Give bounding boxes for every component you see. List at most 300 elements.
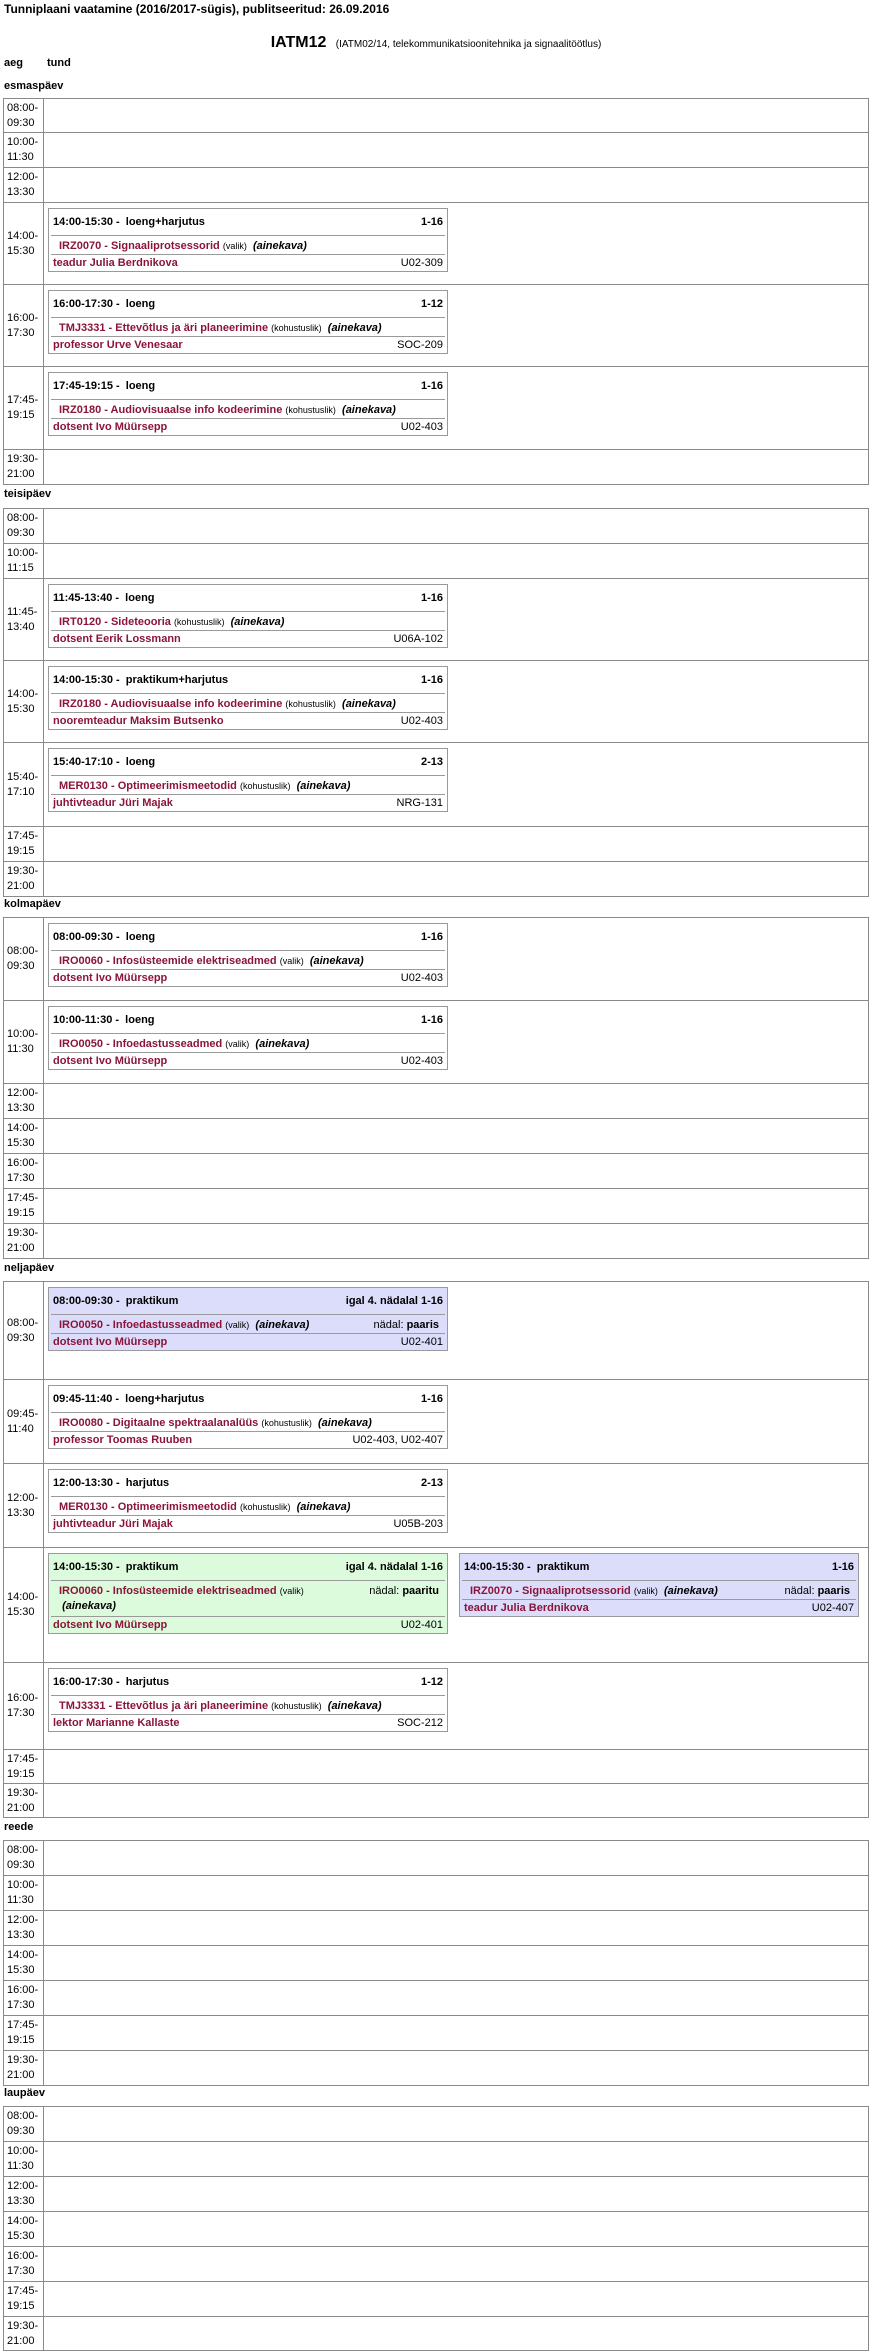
course-info xyxy=(59,1500,350,1513)
lesson-weeks: 1-16 xyxy=(420,216,443,228)
slot-time-text: 16:00- 17:30 xyxy=(7,2250,39,2277)
slot-time-text: 12:00- 13:30 xyxy=(7,1491,39,1519)
time-slot-row xyxy=(3,1118,869,1154)
time-slot-row xyxy=(3,1840,869,1876)
course-info xyxy=(59,697,396,710)
lesson-header xyxy=(53,298,443,310)
lesson-time: 14:00-15:30 xyxy=(53,1561,113,1573)
slot-time xyxy=(4,2247,44,2281)
teacher-link[interactable]: lektor Marianne Kallaste xyxy=(53,1717,180,1729)
slot-time xyxy=(4,2107,44,2141)
lesson-course-row xyxy=(51,1412,445,1432)
slot-time-text: 17:45- 19:15 xyxy=(7,2285,39,2312)
lesson-course-row xyxy=(51,1033,445,1053)
lesson-course-row xyxy=(51,235,445,255)
lesson-type: praktikum xyxy=(536,1561,590,1573)
syllabus-link[interactable]: (ainekava) xyxy=(296,780,351,792)
course-info xyxy=(59,779,350,792)
lesson-footer xyxy=(53,972,443,984)
slot-time-text: 08:00- 09:30 xyxy=(7,101,39,129)
room: U02-401 xyxy=(400,1336,443,1348)
lesson-type: praktikum xyxy=(125,1561,179,1573)
group-description: (IATM02/14, telekommunikatsioonitehnika ja signaalitöötlus) xyxy=(335,39,602,50)
slot-time xyxy=(4,168,44,202)
time-slot-row xyxy=(3,2316,869,2351)
time-slot-row xyxy=(3,1083,869,1119)
slot-time xyxy=(4,2317,44,2350)
lesson-course-row xyxy=(51,693,445,713)
slot-time-text: 17:45- 19:15 xyxy=(7,830,39,857)
syllabus-link[interactable]: (ainekava) xyxy=(342,698,396,710)
lesson-course-row xyxy=(51,775,445,795)
time-slot-row xyxy=(3,1945,869,1981)
time-slot-row xyxy=(3,826,869,862)
course-link[interactable]: IRO0060 - Infosüsteemide elektriseadmed xyxy=(59,955,277,967)
time-slot-row xyxy=(3,861,869,897)
course-link[interactable]: IRO0050 - Infoedastusseadmed xyxy=(59,1038,223,1050)
lesson-separator: - xyxy=(112,1561,126,1573)
lesson-weeks: 1-12 xyxy=(420,298,443,310)
lesson-type: loeng xyxy=(125,931,156,943)
lesson-separator: - xyxy=(112,1393,126,1405)
slot-time-text: 10:00- 11:30 xyxy=(7,136,39,163)
lesson-time-type xyxy=(53,1676,169,1688)
time-slot-row xyxy=(3,1980,869,2016)
week-parity xyxy=(785,1584,850,1597)
lesson-column-header: tund xyxy=(47,57,71,69)
teacher-link[interactable]: teadur Julia Berdnikova xyxy=(53,257,178,269)
slot-time-text: 12:00- 13:30 xyxy=(7,2180,39,2207)
slot-time xyxy=(4,1548,44,1662)
slot-time xyxy=(4,579,44,660)
group-title xyxy=(0,34,872,52)
lesson-time-type xyxy=(53,1477,169,1489)
slot-time xyxy=(4,1189,44,1223)
lesson-time-type xyxy=(53,216,205,228)
teacher-link[interactable]: dotsent Eerik Lossmann xyxy=(53,633,181,645)
syllabus-link[interactable]: (ainekava) xyxy=(663,1585,718,1597)
day-label: teisipäev xyxy=(4,488,52,500)
course-info xyxy=(59,615,284,628)
slot-time-text: 16:00- 17:30 xyxy=(7,1692,39,1719)
lesson-type: praktikum+harjutus xyxy=(125,674,229,686)
slot-time-text: 14:00- 15:30 xyxy=(7,1122,39,1149)
lesson-course-row xyxy=(51,1580,445,1617)
lesson-separator: - xyxy=(112,1014,126,1026)
slot-time-text: 12:00- 13:30 xyxy=(7,1087,39,1114)
slot-time-text: 17:45- 19:15 xyxy=(7,394,39,421)
time-slot-row xyxy=(3,2106,869,2142)
syllabus-link[interactable]: (ainekava) xyxy=(62,1600,116,1612)
course-info xyxy=(59,954,364,967)
time-slot-row xyxy=(3,1223,869,1259)
teacher-link[interactable]: juhtivteadur Jüri Majak xyxy=(53,1518,173,1530)
teacher-link[interactable]: teadur Julia Berdnikova xyxy=(464,1602,589,1614)
slot-time xyxy=(4,1282,44,1379)
slot-time-text: 19:30- 21:00 xyxy=(7,1227,39,1254)
week-parity-label: nädal: xyxy=(784,1585,815,1597)
slot-time-text: 19:30- 21:00 xyxy=(7,2054,39,2081)
course-info xyxy=(59,1318,309,1331)
course-info xyxy=(59,1037,309,1050)
lesson-header xyxy=(53,674,443,686)
slot-time-text: 14:00- 15:30 xyxy=(7,1591,39,1618)
course-link[interactable]: TMJ3331 - Ettevõtlus ja äri planeerimine xyxy=(59,322,269,334)
time-slot-row xyxy=(3,2050,869,2086)
lesson-course-row xyxy=(51,950,445,970)
course-link[interactable]: IRZ0070 - Signaaliprotsessorid xyxy=(470,1585,631,1597)
course-kind: (valik) xyxy=(225,1320,250,1330)
lesson-footer xyxy=(53,1518,443,1530)
time-slot-row xyxy=(3,1875,869,1911)
slot-time xyxy=(4,544,44,578)
slot-time xyxy=(4,1084,44,1118)
time-column-header: aeg xyxy=(4,57,23,69)
lesson-weeks: 1-16 xyxy=(420,592,443,604)
lesson-card[interactable] xyxy=(48,1287,448,1351)
syllabus-link[interactable]: (ainekava) xyxy=(342,404,396,416)
syllabus-link[interactable]: (ainekava) xyxy=(309,955,364,967)
lesson-weeks: 1-16 xyxy=(831,1561,854,1573)
slot-time xyxy=(4,661,44,742)
week-parity-value: paaris xyxy=(817,1585,850,1597)
lesson-time-type xyxy=(53,592,155,604)
course-info xyxy=(470,1584,718,1597)
lesson-card[interactable] xyxy=(48,1385,448,1449)
slot-time-text: 08:00- 09:30 xyxy=(7,945,39,972)
slot-time xyxy=(4,99,44,132)
slot-time-text: 12:00- 13:30 xyxy=(7,1914,39,1941)
lesson-weeks: 1-16 xyxy=(420,1014,443,1026)
day-label: esmaspäev xyxy=(4,80,64,92)
lesson-time: 08:00-09:30 xyxy=(53,931,113,943)
lesson-card[interactable] xyxy=(48,1006,448,1070)
lesson-card[interactable] xyxy=(48,372,448,436)
lesson-weeks: 1-12 xyxy=(420,1676,443,1688)
slot-time xyxy=(4,203,44,284)
slot-time xyxy=(4,1380,44,1463)
lesson-card[interactable] xyxy=(48,1553,448,1634)
slot-time-text: 10:00- 11:30 xyxy=(7,1028,39,1055)
lesson-time-type xyxy=(53,1014,155,1026)
room: U02-403 xyxy=(400,972,443,984)
room: SOC-212 xyxy=(397,1717,443,1729)
course-kind: (kohustuslik) xyxy=(285,699,336,709)
day-label: reede xyxy=(4,1821,34,1833)
course-kind: (valik) xyxy=(225,1039,250,1049)
lesson-type: praktikum xyxy=(125,1295,179,1307)
lesson-footer xyxy=(53,633,443,645)
lesson-header xyxy=(53,1477,443,1489)
time-slot-row xyxy=(3,1153,869,1189)
slot-time xyxy=(4,367,44,449)
day-label: neljapäev xyxy=(4,1262,55,1274)
slot-time-text: 14:00- 15:30 xyxy=(7,687,39,715)
course-info xyxy=(59,1416,372,1429)
lesson-time-type xyxy=(53,1295,178,1307)
slot-time xyxy=(4,1154,44,1188)
teacher-link[interactable]: dotsent Ivo Müürsepp xyxy=(53,1619,168,1631)
time-slot-row xyxy=(3,1749,869,1784)
slot-time xyxy=(4,1001,44,1083)
room: NRG-131 xyxy=(396,797,443,809)
teacher-link[interactable]: dotsent Ivo Müürsepp xyxy=(53,1336,168,1348)
lesson-header xyxy=(53,216,443,228)
slot-time-text: 19:30- 21:00 xyxy=(7,453,39,480)
lesson-time: 14:00-15:30 xyxy=(464,1561,524,1573)
lesson-course-row xyxy=(51,1695,445,1715)
slot-time-text: 14:00- 15:30 xyxy=(7,2215,39,2242)
lesson-card[interactable] xyxy=(48,208,448,272)
course-kind: (kohustuslik) xyxy=(271,1701,322,1711)
lesson-type: loeng xyxy=(125,592,155,604)
course-link[interactable]: IRO0080 - Digitaalne spektraalanalüüs xyxy=(59,1417,259,1429)
teacher-link[interactable]: professor Toomas Ruuben xyxy=(53,1434,193,1446)
lesson-card[interactable] xyxy=(48,666,448,730)
week-parity xyxy=(369,1584,439,1614)
teacher-link[interactable]: nooremteadur Maksim Butsenko xyxy=(53,715,224,727)
time-slot-row xyxy=(3,2281,869,2317)
time-slot-row xyxy=(3,543,869,579)
teacher-link[interactable]: dotsent Ivo Müürsepp xyxy=(53,1055,168,1067)
course-kind: (valik) xyxy=(279,1586,304,1596)
time-slot-row xyxy=(3,1910,869,1946)
lesson-separator: - xyxy=(112,298,126,310)
slot-time-text: 16:00- 17:30 xyxy=(7,1984,39,2011)
lesson-time: 08:00-09:30 xyxy=(53,1295,113,1307)
course-link[interactable]: IRO0050 - Infoedastusseadmed xyxy=(59,1319,223,1331)
slot-time-text: 15:40- 17:10 xyxy=(7,770,39,798)
course-info xyxy=(59,1584,344,1614)
lesson-weeks: 2-13 xyxy=(420,756,443,768)
course-link[interactable]: MER0130 - Optimeerimismeetodid xyxy=(59,1501,237,1513)
slot-time xyxy=(4,133,44,167)
slot-time xyxy=(4,1784,44,1817)
lesson-course-row xyxy=(462,1580,856,1600)
time-slot-row xyxy=(3,1783,869,1818)
week-parity-value: paaritu xyxy=(402,1585,439,1597)
lesson-separator: - xyxy=(112,380,126,392)
lesson-card[interactable] xyxy=(48,748,448,812)
course-link[interactable]: IRT0120 - Sideteooria xyxy=(59,616,171,628)
lesson-type: loeng+harjutus xyxy=(125,1393,205,1405)
lesson-separator: - xyxy=(112,1676,126,1688)
slot-time xyxy=(4,2282,44,2316)
syllabus-link[interactable]: (ainekava) xyxy=(296,1501,351,1513)
lesson-card[interactable] xyxy=(48,1469,448,1533)
lesson-card[interactable] xyxy=(459,1553,859,1617)
lesson-weeks: 1-16 xyxy=(420,1393,443,1405)
lesson-time: 12:00-13:30 xyxy=(53,1477,113,1489)
lesson-card[interactable] xyxy=(48,923,448,987)
slot-time xyxy=(4,1663,44,1749)
slot-time-text: 17:45- 19:15 xyxy=(7,1192,39,1219)
lesson-time-type xyxy=(53,1393,204,1405)
slot-time-text: 10:00- 11:15 xyxy=(7,547,39,574)
lesson-header xyxy=(53,1561,443,1573)
lesson-footer xyxy=(53,1434,443,1446)
lesson-header xyxy=(53,1676,443,1688)
room: U02-309 xyxy=(400,257,443,269)
lesson-time-type xyxy=(53,1561,178,1573)
day-label: kolmapäev xyxy=(4,898,61,910)
lesson-separator: - xyxy=(112,1477,126,1489)
lesson-time-type xyxy=(53,380,155,392)
time-slot-row xyxy=(3,449,869,485)
syllabus-link[interactable]: (ainekava) xyxy=(255,1319,310,1331)
syllabus-link[interactable]: (ainekava) xyxy=(230,616,285,628)
week-parity-label: nädal: xyxy=(369,1585,400,1597)
lesson-time: 14:00-15:30 xyxy=(53,674,113,686)
teacher-link[interactable]: professor Urve Venesaar xyxy=(53,339,183,351)
syllabus-link[interactable]: (ainekava) xyxy=(327,1700,382,1712)
slot-time xyxy=(4,2177,44,2211)
course-kind: (kohustuslik) xyxy=(239,781,291,791)
course-info xyxy=(59,403,396,416)
lesson-time: 11:45-13:40 xyxy=(53,592,113,604)
lesson-header xyxy=(53,1295,443,1307)
room: U06A-102 xyxy=(393,633,443,645)
lesson-type: loeng xyxy=(125,298,156,310)
lesson-weeks: 2-13 xyxy=(420,1477,443,1489)
room: U05B-203 xyxy=(393,1518,443,1530)
lesson-footer xyxy=(53,1619,443,1631)
slot-time-text: 10:00- 11:30 xyxy=(7,2145,39,2172)
lesson-separator: - xyxy=(112,931,126,943)
room: U02-401 xyxy=(400,1619,443,1631)
lesson-card[interactable] xyxy=(48,290,448,354)
syllabus-link[interactable]: (ainekava) xyxy=(252,240,307,252)
course-link[interactable]: IRO0060 - Infosüsteemide elektriseadmed xyxy=(59,1585,277,1597)
lesson-separator: - xyxy=(523,1561,537,1573)
slot-time-text: 11:45- 13:40 xyxy=(7,605,38,633)
time-slot-row xyxy=(3,132,869,168)
room: U02-403 xyxy=(400,715,443,727)
lesson-footer xyxy=(53,1717,443,1729)
course-kind: (kohustuslik) xyxy=(271,323,322,333)
slot-time xyxy=(4,2212,44,2246)
course-link[interactable]: IRZ0070 - Signaaliprotsessorid xyxy=(59,240,220,252)
lesson-header xyxy=(53,1014,443,1026)
lesson-type: loeng xyxy=(125,380,156,392)
lesson-time: 15:40-17:10 xyxy=(53,756,113,768)
lesson-time-type xyxy=(53,931,155,943)
lesson-separator: - xyxy=(112,756,126,768)
time-slot-row xyxy=(3,1188,869,1224)
slot-time-text: 09:45- 11:40 xyxy=(7,1407,39,1435)
lesson-course-row xyxy=(51,317,445,337)
lesson-footer xyxy=(464,1602,854,1614)
time-slot-row xyxy=(3,2246,869,2282)
course-link[interactable]: IRZ0180 - Audiovisuaalse info kodeerimine xyxy=(59,404,283,416)
lesson-header xyxy=(53,592,443,604)
room: U02-403, U02-407 xyxy=(352,1434,443,1446)
slot-time-text: 08:00- 09:30 xyxy=(7,2110,39,2137)
slot-time-text: 17:45- 19:15 xyxy=(7,2019,39,2046)
course-kind: (valik) xyxy=(279,956,304,966)
syllabus-link[interactable]: (ainekava) xyxy=(327,322,382,334)
slot-time-text: 16:00- 17:30 xyxy=(7,1157,39,1184)
course-info xyxy=(59,1699,382,1712)
slot-time-text: 19:30- 21:00 xyxy=(7,1786,39,1814)
slot-time xyxy=(4,1750,44,1783)
syllabus-link[interactable]: (ainekava) xyxy=(318,1417,372,1429)
lesson-time: 16:00-17:30 xyxy=(53,298,113,310)
lesson-type: loeng xyxy=(125,1014,155,1026)
course-kind: (kohustuslik) xyxy=(173,617,225,627)
slot-time xyxy=(4,1876,44,1910)
lesson-header xyxy=(53,931,443,943)
room: SOC-209 xyxy=(397,339,443,351)
lesson-weeks: 1-16 xyxy=(420,380,443,392)
teacher-link[interactable]: dotsent Ivo Müürsepp xyxy=(53,421,168,433)
lesson-time: 14:00-15:30 xyxy=(53,216,113,228)
course-link[interactable]: MER0130 - Optimeerimismeetodid xyxy=(59,780,237,792)
course-link[interactable]: IRZ0180 - Audiovisuaalse info kodeerimine xyxy=(59,698,283,710)
lesson-footer xyxy=(53,715,443,727)
syllabus-link[interactable]: (ainekava) xyxy=(255,1038,310,1050)
slot-time-text: 08:00- 09:30 xyxy=(7,1844,39,1871)
lesson-weeks: 1-16 xyxy=(420,674,443,686)
lesson-card[interactable] xyxy=(48,584,448,648)
room: U02-407 xyxy=(811,1602,854,1614)
slot-time-text: 19:30- 21:00 xyxy=(7,865,39,892)
course-kind: (valik) xyxy=(633,1586,658,1596)
lesson-type: loeng xyxy=(125,756,156,768)
group-code: IATM12 xyxy=(270,34,327,51)
slot-time xyxy=(4,509,44,543)
time-slot-row xyxy=(3,508,869,544)
room: U02-403 xyxy=(400,421,443,433)
slot-time xyxy=(4,2142,44,2176)
time-slot-row xyxy=(3,2015,869,2051)
lesson-course-row xyxy=(51,399,445,419)
lesson-time-type xyxy=(464,1561,589,1573)
lesson-footer xyxy=(53,1336,443,1348)
lesson-separator: - xyxy=(112,592,126,604)
time-slot-row xyxy=(3,2176,869,2212)
time-slot-row xyxy=(3,2211,869,2247)
lesson-header xyxy=(53,1393,443,1405)
slot-time-text: 19:30- 21:00 xyxy=(7,2319,39,2347)
slot-time xyxy=(4,1911,44,1945)
slot-time xyxy=(4,1119,44,1153)
lesson-footer xyxy=(53,339,443,351)
course-kind: (kohustuslik) xyxy=(285,405,336,415)
teacher-link[interactable]: dotsent Ivo Müürsepp xyxy=(53,972,168,984)
slot-time-text: 14:00- 15:30 xyxy=(7,229,39,257)
lesson-separator: - xyxy=(112,216,126,228)
lesson-course-row xyxy=(51,1314,445,1334)
lesson-footer xyxy=(53,1055,443,1067)
lesson-course-row xyxy=(51,611,445,631)
course-link[interactable]: TMJ3331 - Ettevõtlus ja äri planeerimine xyxy=(59,1700,269,1712)
lesson-footer xyxy=(53,797,443,809)
slot-time-text: 12:00- 13:30 xyxy=(7,171,39,198)
lesson-time-type xyxy=(53,756,155,768)
teacher-link[interactable]: juhtivteadur Jüri Majak xyxy=(53,797,173,809)
room: U02-403 xyxy=(400,1055,443,1067)
time-slot-row xyxy=(3,2141,869,2177)
lesson-card[interactable] xyxy=(48,1668,448,1732)
slot-time xyxy=(4,862,44,896)
slot-time xyxy=(4,2051,44,2085)
slot-time xyxy=(4,1981,44,2015)
slot-time xyxy=(4,285,44,366)
lesson-time: 10:00-11:30 xyxy=(53,1014,113,1026)
lesson-time-type xyxy=(53,674,228,686)
slot-time-text: 14:00- 15:30 xyxy=(7,1949,39,1976)
